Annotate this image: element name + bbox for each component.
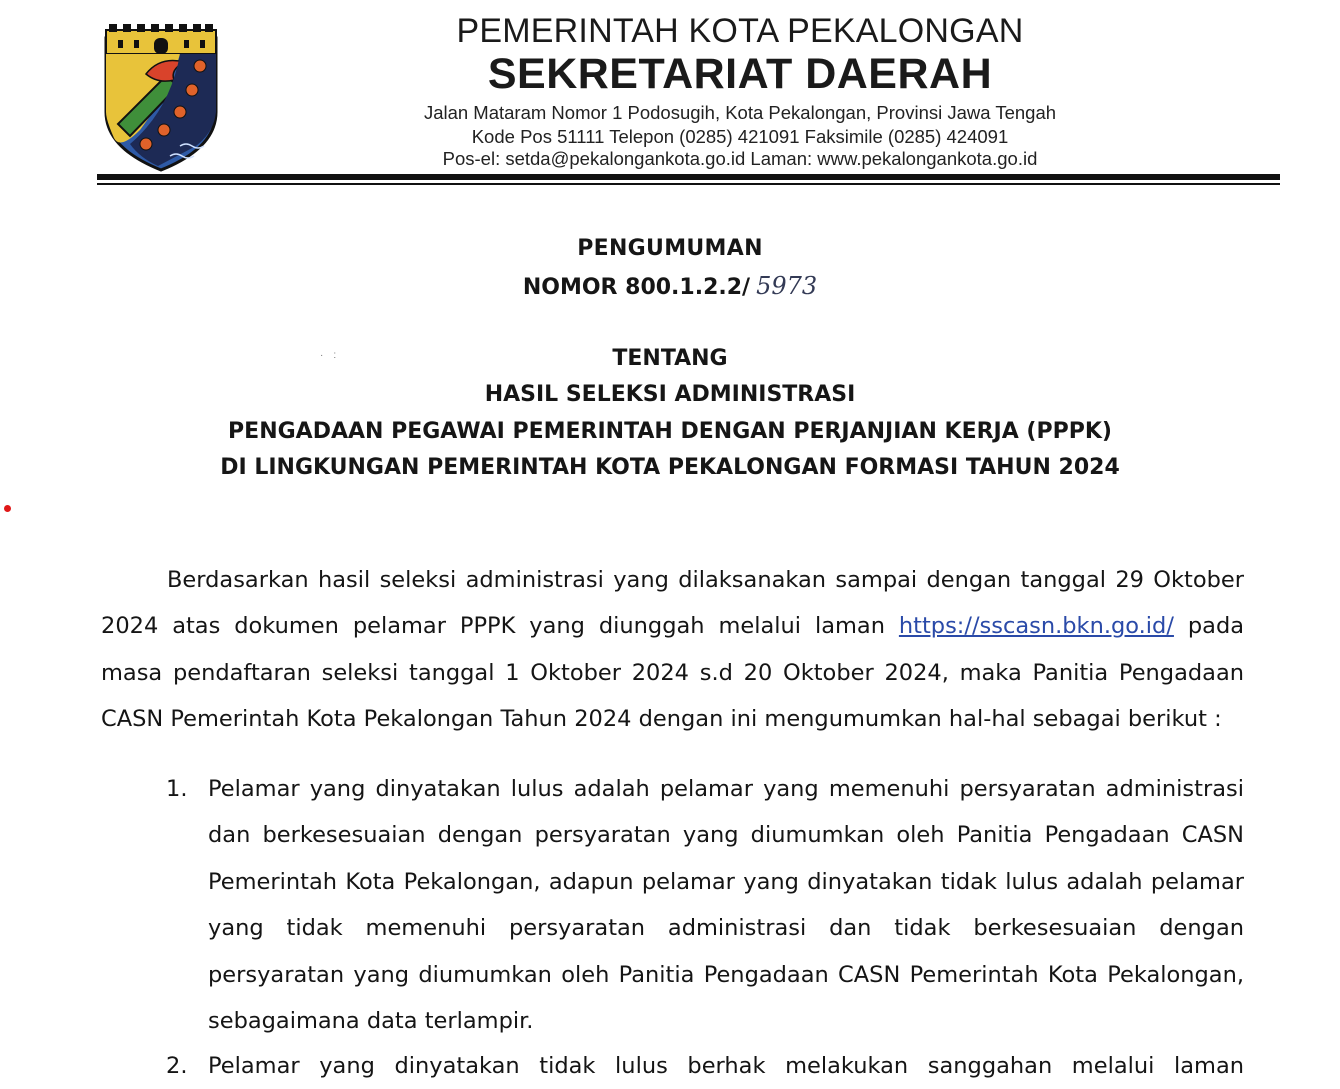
letterhead-divider-thin bbox=[97, 183, 1280, 185]
about-heading: TENTANG bbox=[612, 346, 728, 371]
number-label: NOMOR 800.1.2.2/ bbox=[522, 275, 751, 300]
subject-line-2: PENGADAAN PEGAWAI PEMERINTAH DENGAN PERJANJIAN KERJA (PPPK) bbox=[228, 419, 1112, 444]
address-line-1: Jalan Mataram Nomor 1 Podosugih, Kota Pekalongan, Provinsi Jawa Tengah bbox=[423, 102, 1057, 123]
city-crest-logo bbox=[100, 20, 222, 172]
red-marker-dot bbox=[4, 505, 11, 512]
scan-speck: · : bbox=[320, 350, 341, 361]
announcement-heading: PENGUMUMAN bbox=[577, 236, 763, 261]
address-line-2: Kode Pos 51111 Telepon (0285) 421091 Faksimile (0285) 424091 bbox=[471, 126, 1009, 147]
intro-text-start: Berdasarkan hasil seleksi administrasi yang dilaksanakan sampai dengan tanggal 29 Oktober 2024 atas dokumen pelamar PPPK yang diunggah melalui laman bbox=[101, 567, 1244, 640]
sscasn-link[interactable]: https://sscasn.bkn.go.id/ bbox=[898, 613, 1174, 640]
letterhead-divider-thick bbox=[97, 174, 1280, 180]
announcement-number bbox=[0, 272, 1340, 300]
subject-line-1: HASIL SELEKSI ADMINISTRASI bbox=[484, 382, 856, 407]
list-item-number: 1. bbox=[166, 776, 188, 802]
list-item-text: Pelamar yang dinyatakan lulus adalah pelamar yang memenuhi persyaratan administrasi dan berkesesuaian dengan persyaratan yang diumumkan oleh Panitia Pengadaan CASN Pemerintah Kota Pekalongan, adapun pelamar yang dinyatakan tidak lulus adalah pelamar yang tidak memenuhi persyaratan administrasi dan tidak berkesesuaian dengan persyaratan yang diumumkan oleh Panitia Pengadaan CASN Pemerintah Kota Pekalongan, sebagaimana data terlampir. bbox=[208, 776, 1244, 1035]
subject-line-3: DI LINGKUNGAN PEMERINTAH KOTA PEKALONGAN FORMASI TAHUN 2024 bbox=[220, 455, 1120, 480]
intro-text-end: pada masa pendaftaran seleksi tanggal 1 Oktober 2024 s.d 20 Oktober 2024, maka Panitia Pengadaan CASN Pemerintah Kota Pekalongan Tahun 2024 dengan ini mengumumkan hal-hal sebagai berikut : bbox=[101, 613, 1245, 733]
handwritten-number: 5973 bbox=[756, 272, 818, 300]
address-line-3: Pos-el: setda@pekalongankota.go.id Laman: www.pekalongankota.go.id bbox=[442, 148, 1038, 169]
intro-paragraph bbox=[101, 557, 1244, 743]
government-name: PEMERINTAH KOTA PEKALONGAN bbox=[456, 12, 1024, 50]
list-item-text: Pelamar yang dinyatakan tidak lulus berhak melakukan sanggahan melalui laman bbox=[208, 1053, 1244, 1079]
office-name: SEKRETARIAT DAERAH bbox=[487, 50, 993, 98]
list-item-number: 2. bbox=[166, 1053, 188, 1079]
